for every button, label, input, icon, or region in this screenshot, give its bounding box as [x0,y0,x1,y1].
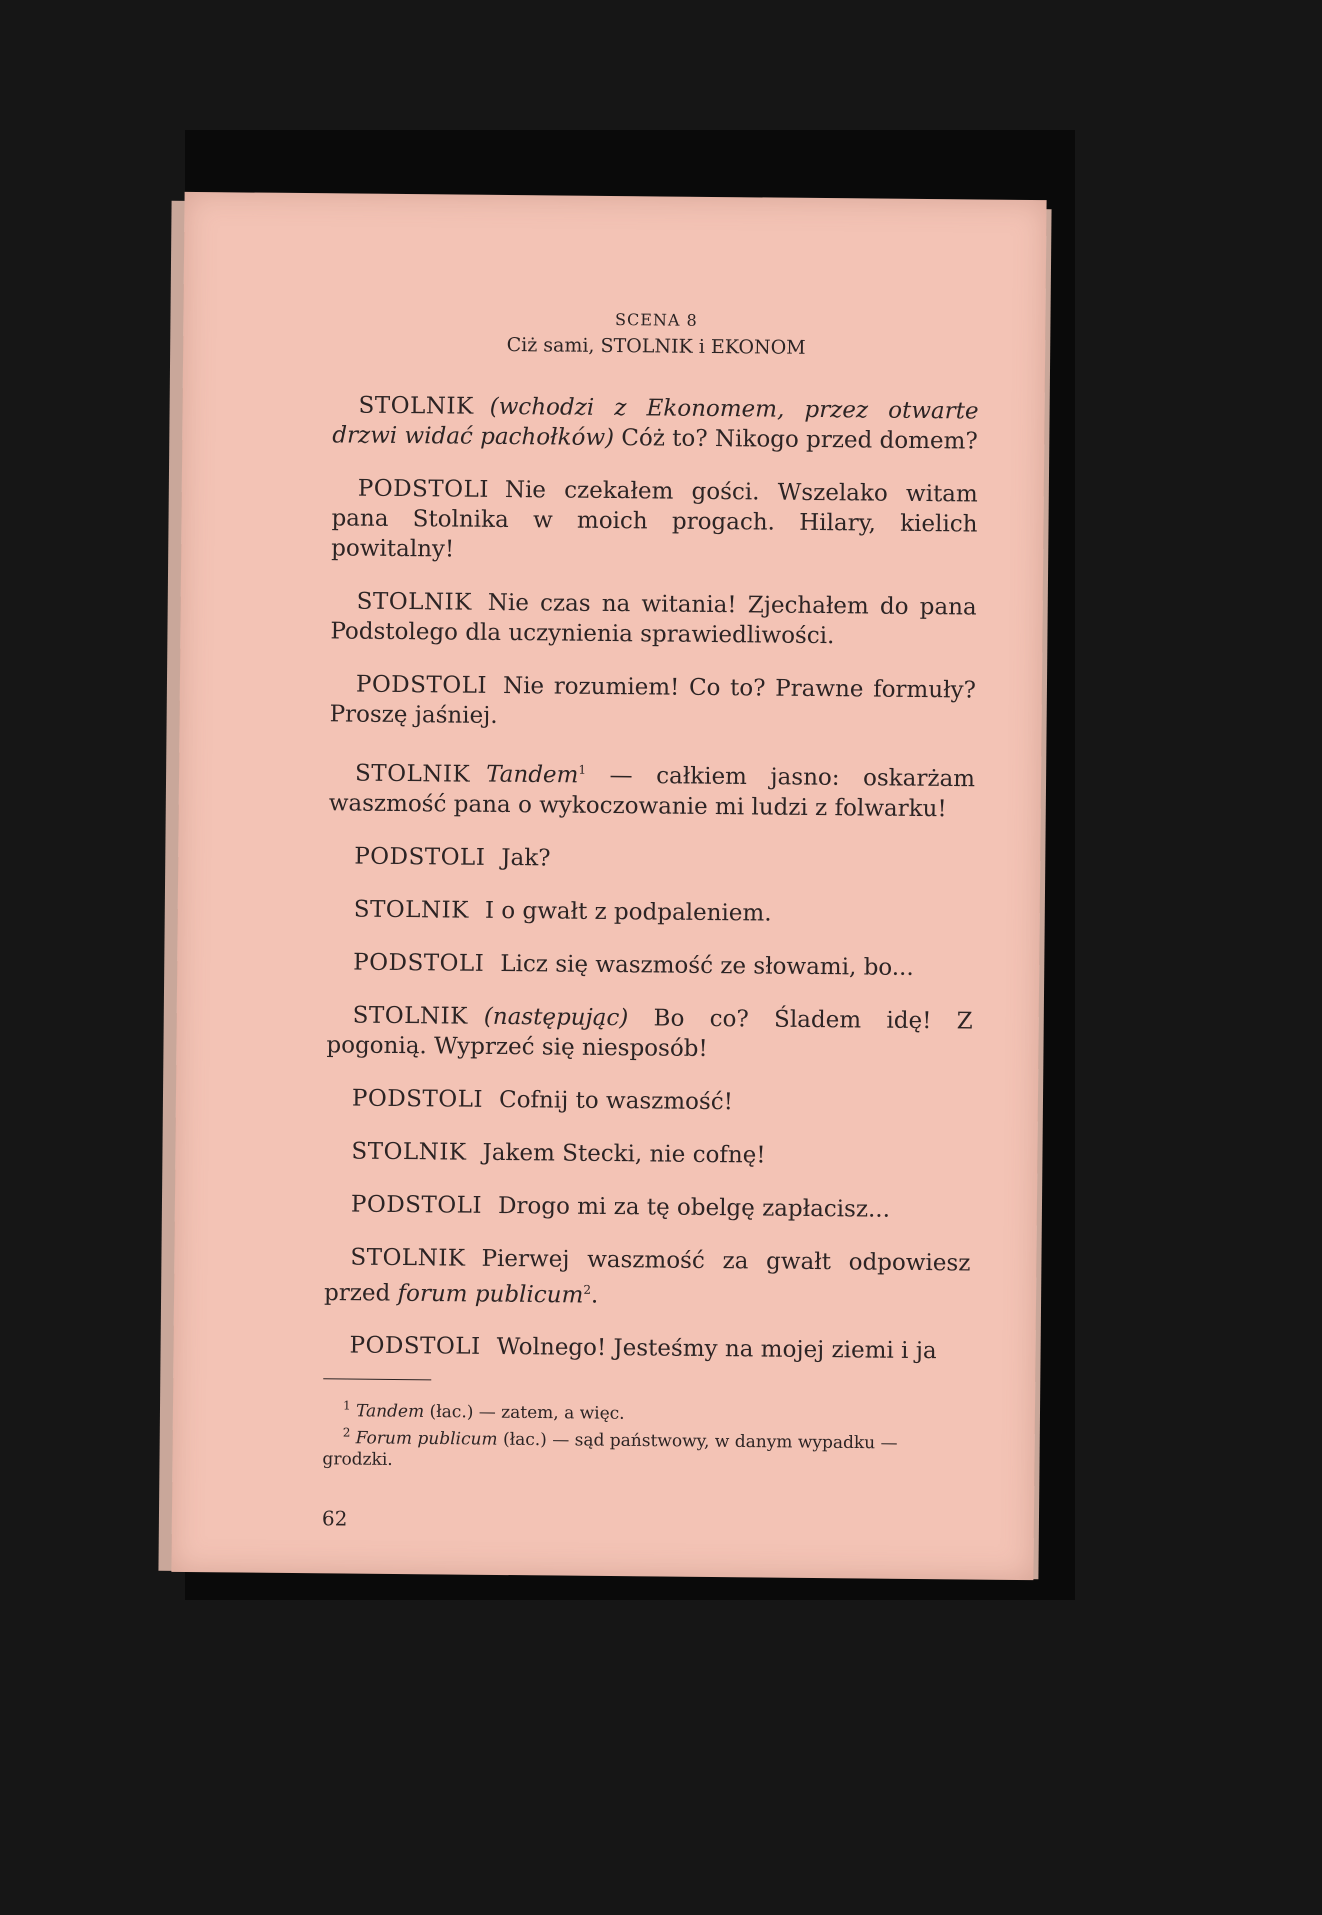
book-page [171,192,1046,1580]
dialogue-line [324,1242,971,1314]
footnote-divider [323,1379,431,1381]
speaker-name: PODSTOLI [350,1191,483,1219]
speaker-name: STOLNIK [356,588,472,616]
dialogue-text: Cofnij to waszmość! [498,1086,734,1115]
footnotes [322,1396,969,1477]
dialogue [323,390,978,1366]
dialogue-text: Jak? [501,844,551,872]
dialogue-text: Drogo mi za tę obelgę zapłacisz... [497,1192,891,1223]
speaker-name: PODSTOLI [351,1085,484,1113]
dialogue-line [332,390,979,456]
speaker-name: PODSTOLI [354,843,486,871]
footnote-marker: 1 [578,762,587,777]
scene-subtitle: Ciż sami, STOLNIK i EKONOM [506,333,806,359]
dialogue-text: Pierwej waszmość za gwałt odpowiesz przed [323,1245,971,1307]
dialogue-text: Bo co? Śladem idę! Z pogonią. Wyprzeć się niesposób! [326,1005,973,1062]
scene-title: SCENA 8 [614,310,698,330]
stage-direction: (wchodzi z Ekonomem, przez otwarte drzwi widać pachołków) [332,393,979,452]
speaker-name: STOLNIK [350,1244,466,1272]
speaker-name: PODSTOLI [353,949,485,977]
speaker-name: STOLNIK [354,760,471,788]
dialogue-line [325,1189,971,1225]
footnote-marker: 2 [583,1282,592,1297]
page-content [322,306,980,1536]
dialogue-line [323,1331,969,1367]
speaker-name: PODSTOLI [355,671,488,699]
dialogue-line [330,586,977,652]
speaker-name: STOLNIK [352,1002,468,1030]
dialogue-text: Cóż to? Nikogo przed domem? [621,425,978,455]
dialogue-text: Nie czekałem gości. Wszelako witam pana Stolnika w moich progach. Hilary, kielich powitalny! [331,476,978,563]
dialogue-text: Nie czas na witania! Zjechałem do pana Podstolego dla uczynienia sprawiedliwości. [330,589,977,650]
dialogue-line [329,669,976,735]
footnote [322,1422,968,1476]
dialogue-line [327,947,973,983]
footnote-term: Tandem [355,1401,425,1423]
dialogue-text: Licz się waszmość ze słowami, bo... [500,950,914,981]
dialogue-line [328,841,974,877]
stage-direction: (następując) [483,1003,629,1031]
speaker-name: STOLNIK [353,896,470,924]
dialogue-text-end: . [590,1282,599,1309]
dialogue-line [328,894,974,930]
dialogue-text: I o gwałt z podpaleniem. [484,897,772,927]
dialogue-text: Nie rozumiem! Co to? Prawne formuły? Proszę jaśniej. [329,672,977,729]
dialogue-line [326,1000,973,1066]
dialogue-text: Wolnego! Jesteśmy na mojej ziemi i ja [496,1334,937,1365]
dialogue-line [325,1136,971,1172]
footnote-text: (łac.) — sąd państwowy, w danym wypadku — grodzki. [322,1429,898,1470]
speaker-name: STOLNIK [358,392,474,420]
dialogue-line [329,752,976,824]
footnote-term: Forum publicum [355,1428,498,1450]
speaker-name: PODSTOLI [349,1332,481,1361]
dialogue-text: Jakem Stecki, nie cofnę! [482,1139,766,1169]
dialogue-line [326,1083,972,1119]
footnote-marker: 1 [342,1398,351,1413]
speaker-name: STOLNIK [351,1138,467,1166]
dialogue-line [331,473,978,569]
footnote-marker: 2 [342,1425,351,1440]
speaker-name: PODSTOLI [357,475,490,503]
page-number: 62 [321,1505,348,1531]
footnote-text: (łac.) — zatem, a więc. [429,1402,625,1425]
latin-term: Tandem [486,761,579,789]
dialogue-text: — całkiem jasno: oskarżam waszmość pana o wykoczowanie mi ludzi z folwarku! [328,762,976,822]
latin-term: forum publicum [397,1280,584,1309]
